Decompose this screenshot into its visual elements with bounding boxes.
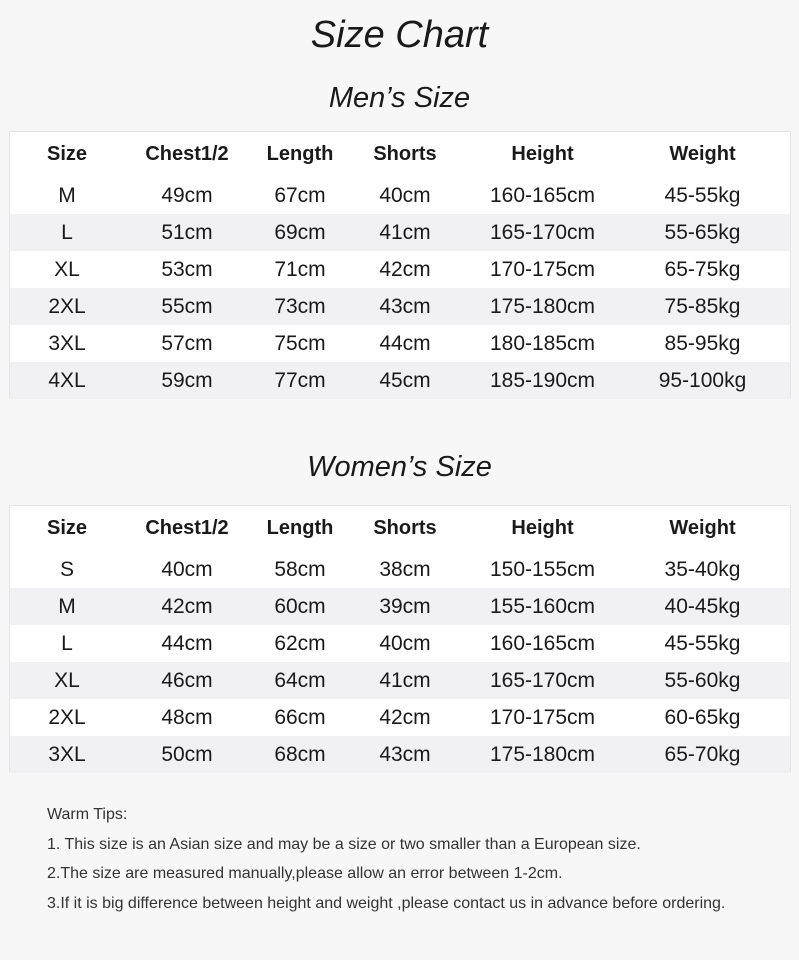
table-cell: 150-155cm <box>489 557 596 581</box>
table-cell: 45cm <box>379 368 431 392</box>
column-header: Length <box>266 517 334 539</box>
column-header: Weight <box>669 143 736 165</box>
table-cell: 2XL <box>48 294 86 318</box>
table-cell: 44cm <box>161 631 213 655</box>
table-cell: 60cm <box>274 594 326 618</box>
table-cell: 57cm <box>161 331 213 355</box>
table-cell: 53cm <box>161 257 213 281</box>
table-cell: 39cm <box>379 594 431 618</box>
table-cell: 67cm <box>274 183 326 207</box>
table-cell: 43cm <box>379 294 431 318</box>
column-header: Height <box>511 143 574 165</box>
table-cell: 160-165cm <box>489 183 596 207</box>
table-cell: 3XL <box>48 331 86 355</box>
womens-size-table <box>9 505 791 772</box>
table-cell: 64cm <box>274 668 326 692</box>
table-cell: 69cm <box>274 220 326 244</box>
table-cell: 55-65kg <box>664 220 741 244</box>
table-cell: 85-95kg <box>664 331 741 355</box>
table-cell: 170-175cm <box>489 257 596 281</box>
table-cell: 40-45kg <box>664 594 741 618</box>
table-row <box>10 325 790 362</box>
table-cell: 59cm <box>161 368 213 392</box>
mens-size-title: Men’s Size <box>328 82 471 114</box>
table-cell: 44cm <box>379 331 431 355</box>
table-cell: 185-190cm <box>489 368 596 392</box>
table-cell: 49cm <box>161 183 213 207</box>
table-cell: S <box>59 557 74 581</box>
table-cell: 45-55kg <box>664 631 741 655</box>
table-cell: 43cm <box>379 742 431 766</box>
table-row <box>10 177 790 214</box>
table-cell: 175-180cm <box>489 294 596 318</box>
table-cell: 77cm <box>274 368 326 392</box>
table-cell: 51cm <box>161 220 213 244</box>
table-cell: 4XL <box>48 368 86 392</box>
table-cell: M <box>58 183 76 207</box>
column-header: Shorts <box>373 517 437 539</box>
table-cell: 45-55kg <box>664 183 741 207</box>
column-header: Size <box>46 143 88 165</box>
table-cell: 75-85kg <box>664 294 741 318</box>
table-cell: 155-160cm <box>489 594 596 618</box>
table-cell: XL <box>54 668 80 692</box>
tip-item: 1. This size is an Asian size and may be a size or two smaller than a European size. <box>47 835 641 853</box>
table-row <box>10 699 790 736</box>
column-header: Length <box>266 143 334 165</box>
tip-item: 3.If it is big difference between height and weight ,please contact us in advance before ordering. <box>47 894 726 912</box>
table-cell: 160-165cm <box>489 631 596 655</box>
table-cell: 42cm <box>379 257 431 281</box>
mens-size-table <box>9 131 791 398</box>
table-cell: L <box>61 631 73 655</box>
table-cell: 73cm <box>274 294 326 318</box>
table-cell: 41cm <box>379 220 431 244</box>
table-cell: 58cm <box>274 557 326 581</box>
table-cell: 66cm <box>274 705 326 729</box>
table-row <box>10 588 790 625</box>
table-cell: 180-185cm <box>489 331 596 355</box>
table-row <box>10 662 790 699</box>
table-cell: 60-65kg <box>664 705 741 729</box>
column-header: Shorts <box>373 143 437 165</box>
table-cell: 3XL <box>48 742 86 766</box>
table-cell: 40cm <box>379 183 431 207</box>
table-row <box>10 625 790 662</box>
table-cell: 71cm <box>274 257 326 281</box>
table-cell: 175-180cm <box>489 742 596 766</box>
table-cell: 38cm <box>379 557 431 581</box>
table-cell: 46cm <box>161 668 213 692</box>
tip-item: 2.The size are measured manually,please allow an error between 1-2cm. <box>47 865 563 882</box>
page-title: Size Chart <box>310 14 489 56</box>
table-row <box>10 362 790 399</box>
table-header-row <box>10 506 790 551</box>
table-row <box>10 288 790 325</box>
table-cell: 42cm <box>161 594 213 618</box>
table-row <box>10 251 790 288</box>
table-row <box>10 214 790 251</box>
table-cell: 55cm <box>161 294 213 318</box>
table-cell: 2XL <box>48 705 86 729</box>
table-cell: 65-75kg <box>664 257 741 281</box>
column-header: Chest1/2 <box>145 517 229 539</box>
table-header-row <box>10 132 790 177</box>
column-header: Height <box>511 517 574 539</box>
table-cell: 65-70kg <box>664 742 741 766</box>
womens-size-title: Women’s Size <box>307 451 492 483</box>
table-row <box>10 736 790 773</box>
tips-heading: Warm Tips: <box>47 806 128 823</box>
column-header: Chest1/2 <box>145 143 229 165</box>
table-cell: 41cm <box>379 668 431 692</box>
table-cell: 40cm <box>379 631 431 655</box>
column-header: Size <box>46 517 88 539</box>
warm-tips <box>47 803 725 921</box>
table-cell: 62cm <box>274 631 326 655</box>
table-cell: L <box>61 220 73 244</box>
table-cell: 42cm <box>379 705 431 729</box>
table-cell: 95-100kg <box>658 368 747 392</box>
table-cell: 35-40kg <box>664 557 741 581</box>
table-cell: 40cm <box>161 557 213 581</box>
table-cell: 165-170cm <box>489 668 596 692</box>
table-row <box>10 551 790 588</box>
table-cell: 50cm <box>161 742 213 766</box>
table-cell: M <box>58 594 76 618</box>
table-cell: 55-60kg <box>664 668 741 692</box>
table-cell: 75cm <box>274 331 326 355</box>
table-cell: 68cm <box>274 742 326 766</box>
table-cell: 48cm <box>161 705 213 729</box>
table-cell: 170-175cm <box>489 705 596 729</box>
table-cell: 165-170cm <box>489 220 596 244</box>
table-cell: XL <box>54 257 80 281</box>
column-header: Weight <box>669 517 736 539</box>
